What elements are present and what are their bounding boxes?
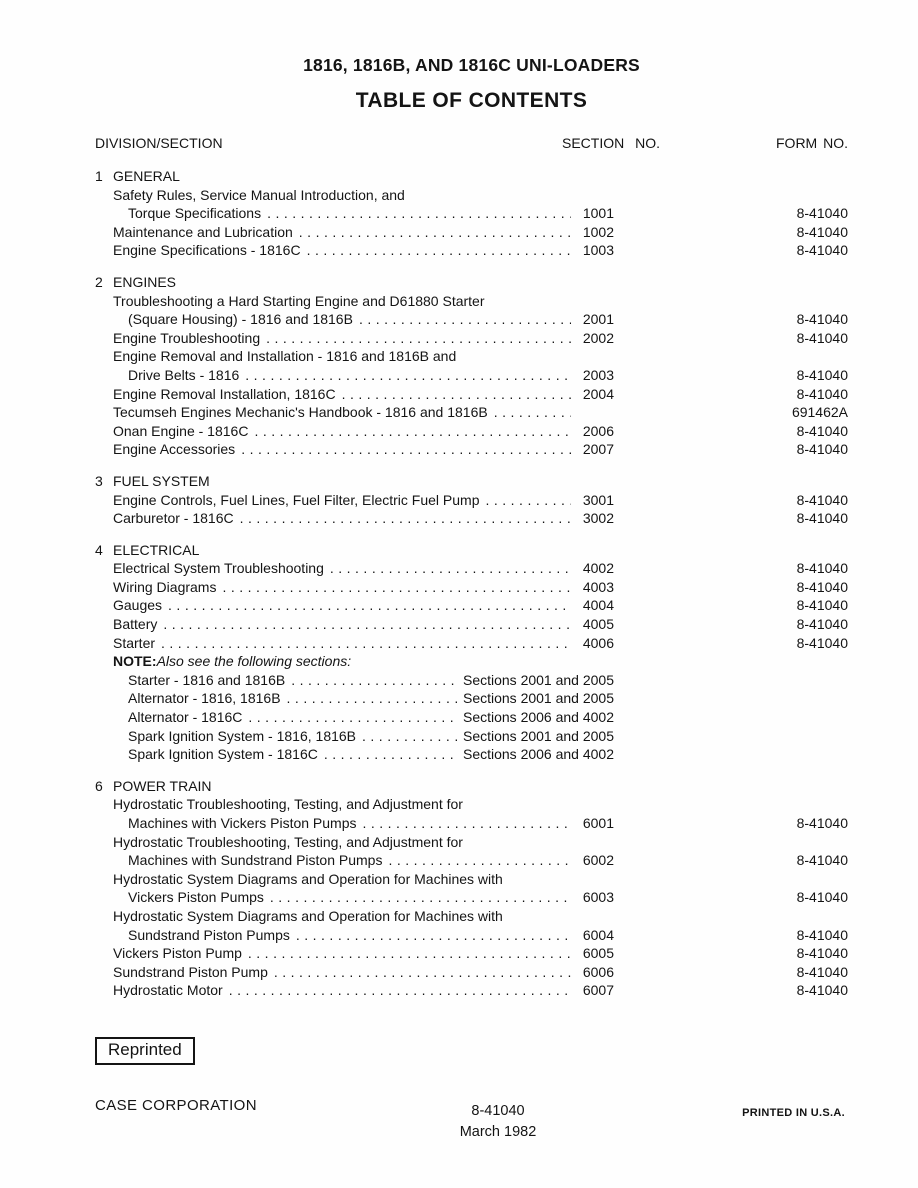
toc-row <box>95 596 848 615</box>
toc-row <box>95 708 848 727</box>
form-number <box>614 795 848 814</box>
toc-row-main <box>95 329 614 348</box>
toc-row-main <box>95 596 614 615</box>
form-number <box>614 708 848 727</box>
toc-row-main <box>95 559 614 578</box>
row-title: Sundstrand Piston Pump <box>113 963 268 980</box>
toc-row-main <box>95 310 614 329</box>
toc-row <box>95 944 848 963</box>
section-number: 1003 <box>582 242 614 259</box>
toc-row-main <box>95 509 614 528</box>
toc-row <box>95 310 848 329</box>
form-number: 8-41040 <box>796 422 848 439</box>
section-heading <box>95 472 848 491</box>
toc-row-main <box>95 981 614 1000</box>
toc-row-main <box>95 870 614 889</box>
dot-leader <box>342 385 571 404</box>
row-title: Electrical System Troubleshooting <box>113 560 324 577</box>
form-number: 8-41040 <box>796 242 848 259</box>
toc-section <box>95 541 848 764</box>
form-number: 8-41040 <box>796 963 848 980</box>
toc-row <box>95 422 848 441</box>
section-number: 6001 <box>582 815 614 831</box>
toc-row <box>95 795 848 814</box>
section-number <box>576 403 614 422</box>
form-number: 8-41040 <box>796 815 848 831</box>
form-number <box>614 745 848 764</box>
dot-leader <box>267 204 571 223</box>
toc-row-main <box>95 833 614 852</box>
row-title: Hydrostatic Troubleshooting, Testing, and Adjustment for <box>113 796 463 813</box>
section-reference: Sections 2006 and 4002 <box>462 746 614 763</box>
toc-row-main <box>95 708 614 727</box>
toc-row-main <box>95 223 614 242</box>
section-number: 4006 <box>582 634 614 651</box>
toc-row-main <box>95 671 614 690</box>
dot-leader <box>161 634 571 653</box>
toc-row <box>95 671 848 690</box>
reprinted-stamp: Reprinted <box>95 1037 195 1065</box>
dot-leader <box>163 615 571 634</box>
toc-row <box>95 652 848 671</box>
form-number: 8-41040 <box>796 560 848 577</box>
form-number <box>614 689 848 708</box>
toc-row-main <box>95 366 614 385</box>
toc-row <box>95 727 848 746</box>
toc-row-main <box>95 907 614 926</box>
toc-section <box>95 777 848 1000</box>
row-title: Safety Rules, Service Manual Introduction, and <box>113 186 405 203</box>
dot-leader <box>245 366 571 385</box>
form-number: 691462A <box>791 404 848 421</box>
section-number: 4004 <box>582 597 614 614</box>
section-number: 4002 <box>582 560 614 577</box>
row-title: Hydrostatic Troubleshooting, Testing, and Adjustment for <box>113 833 463 850</box>
section-number: 2004 <box>582 385 614 402</box>
section-reference: Sections 2006 and 4002 <box>462 709 614 726</box>
toc-row <box>95 559 848 578</box>
company-name: CASE CORPORATION <box>95 1097 257 1114</box>
row-title: Spark Ignition System - 1816, 1816B <box>128 727 357 744</box>
form-number <box>614 833 848 852</box>
form-number: 8-41040 <box>796 945 848 962</box>
toc-row-main <box>95 615 614 634</box>
section-number: 3002 <box>582 510 614 527</box>
dot-leader <box>248 708 458 727</box>
toc-row <box>95 223 848 242</box>
row-title: Troubleshooting a Hard Starting Engine and D61880 Starter <box>113 292 485 309</box>
toc-row-main <box>95 888 614 907</box>
toc-row <box>95 745 848 764</box>
toc-row <box>95 615 848 634</box>
row-title: Engine Removal Installation, 1816C <box>113 385 336 402</box>
toc-row <box>95 385 848 404</box>
column-headers <box>95 135 848 153</box>
division-title: GENERAL <box>113 168 180 184</box>
form-number: 8-41040 <box>796 634 848 651</box>
division-title: ELECTRICAL <box>113 541 200 558</box>
dot-leader <box>254 422 571 441</box>
toc-row <box>95 403 848 422</box>
row-title: Alternator - 1816, 1816B <box>128 690 281 707</box>
form-number: 8-41040 <box>796 852 848 869</box>
form-number <box>614 870 848 889</box>
toc-row-main <box>95 944 614 963</box>
toc-body <box>95 167 848 1000</box>
toc-row <box>95 981 848 1000</box>
toc-row <box>95 926 848 945</box>
section-number: 2002 <box>582 329 614 346</box>
dot-leader <box>299 223 571 242</box>
row-title: Drive Belts - 1816 <box>128 366 240 383</box>
printed-in-usa: PRINTED IN U.S.A. <box>742 1107 845 1119</box>
section-number: 4003 <box>582 578 614 595</box>
dot-leader <box>363 814 572 833</box>
toc-row <box>95 634 848 653</box>
publication-info <box>398 1101 598 1143</box>
toc-row-main <box>95 578 614 597</box>
toc-section <box>95 472 848 528</box>
section-number: 2003 <box>582 366 614 383</box>
toc-row-main <box>95 241 614 260</box>
dot-leader <box>486 491 572 510</box>
form-number <box>614 671 848 690</box>
toc-row-main <box>95 652 614 671</box>
section-number: 1002 <box>582 223 614 240</box>
section-number: 4005 <box>582 616 614 633</box>
toc-row-main <box>95 745 614 764</box>
row-title: Engine Controls, Fuel Lines, Fuel Filter, Electric Fuel Pump <box>113 491 480 508</box>
section-reference: Sections 2001 and 2005 <box>462 671 614 688</box>
section-number: 6004 <box>582 926 614 943</box>
row-title: Gauges <box>113 597 163 614</box>
row-title: Onan Engine - 1816C <box>113 422 249 439</box>
row-title: Engine Removal and Installation - 1816 and 1816B and <box>113 348 457 365</box>
form-number: 8-41040 <box>796 205 848 222</box>
section-heading <box>95 541 848 560</box>
dot-leader <box>168 596 571 615</box>
toc-row-main <box>95 292 614 311</box>
toc-row <box>95 689 848 708</box>
section-number: 6003 <box>582 889 614 906</box>
section-heading <box>95 777 848 796</box>
dot-leader <box>359 310 571 329</box>
form-number: 8-41040 <box>796 616 848 633</box>
section-reference: Sections 2001 and 2005 <box>462 727 614 744</box>
dot-leader <box>388 851 571 870</box>
division-number: 2 <box>95 273 103 290</box>
row-title: Battery <box>113 616 158 633</box>
toc-row-main <box>95 186 614 205</box>
division-title: POWER TRAIN <box>113 777 212 794</box>
row-title: Vickers Piston Pump <box>113 945 242 962</box>
row-title: Starter - 1816 and 1816B <box>128 671 286 688</box>
footer-form-number: 8-41040 <box>471 1103 525 1119</box>
dot-leader <box>248 944 571 963</box>
toc-row-main <box>95 689 614 708</box>
division-title: ENGINES <box>113 273 177 290</box>
toc-row <box>95 491 848 510</box>
form-number <box>614 652 848 671</box>
dot-leader <box>274 963 571 982</box>
row-title: Wiring Diagrams <box>113 578 217 595</box>
toc-row-main <box>95 814 614 833</box>
row-title: (Square Housing) - 1816 and 1816B <box>128 311 353 328</box>
toc-row-main <box>95 795 614 814</box>
toc-row <box>95 888 848 907</box>
section-number: 6005 <box>582 945 614 962</box>
toc-row-main <box>95 403 614 422</box>
toc-row <box>95 329 848 348</box>
section-number: 3001 <box>582 491 614 508</box>
dot-leader <box>494 403 571 422</box>
form-number: 8-41040 <box>796 982 848 999</box>
dot-leader <box>307 241 571 260</box>
division-number: 6 <box>95 777 103 794</box>
form-number <box>614 907 848 926</box>
form-number: 8-41040 <box>796 926 848 943</box>
form-number <box>614 186 848 205</box>
section-number: 1001 <box>582 205 614 222</box>
toc-section <box>95 273 848 459</box>
toc-row <box>95 870 848 889</box>
section-number: 2007 <box>582 441 614 458</box>
note-text: Also see the following sections: <box>156 653 352 670</box>
note-label: NOTE: <box>113 653 157 670</box>
toc-row <box>95 186 848 205</box>
toc-row <box>95 907 848 926</box>
column-header-section-no: SECTION NO. <box>562 135 661 151</box>
dot-leader <box>240 509 571 528</box>
dot-leader <box>229 981 571 1000</box>
row-title: Machines with Vickers Piston Pumps <box>128 815 357 831</box>
division-number: 4 <box>95 541 103 558</box>
toc-row-main <box>95 204 614 223</box>
dot-leader <box>362 727 458 746</box>
toc-row-main <box>95 347 614 366</box>
toc-row <box>95 347 848 366</box>
dot-leader <box>324 745 458 764</box>
row-title: Hydrostatic Motor <box>113 982 223 999</box>
toc-row <box>95 963 848 982</box>
toc-row <box>95 241 848 260</box>
form-number <box>614 727 848 746</box>
section-heading <box>95 167 848 186</box>
row-title: Maintenance and Lubrication <box>113 223 293 240</box>
toc-row <box>95 440 848 459</box>
toc-row <box>95 204 848 223</box>
division-number: 3 <box>95 472 103 489</box>
section-heading <box>95 273 848 292</box>
form-number: 8-41040 <box>796 597 848 614</box>
row-title: Vickers Piston Pumps <box>128 889 264 906</box>
toc-row-main <box>95 851 614 870</box>
form-number: 8-41040 <box>796 366 848 383</box>
form-number: 8-41040 <box>796 329 848 346</box>
toc-row <box>95 578 848 597</box>
row-title: Sundstrand Piston Pumps <box>128 926 290 943</box>
row-title: Engine Accessories <box>113 441 236 458</box>
toc-row-main <box>95 422 614 441</box>
toc-row-main <box>95 385 614 404</box>
row-title: Alternator - 1816C <box>128 709 243 726</box>
toc-row-main <box>95 926 614 945</box>
division-title: FUEL SYSTEM <box>113 472 210 489</box>
dot-leader <box>330 559 571 578</box>
row-title: Machines with Sundstrand Piston Pumps <box>128 852 383 869</box>
toc-section <box>95 167 848 260</box>
section-number: 6002 <box>582 852 614 869</box>
row-title: Engine Specifications - 1816C <box>113 242 301 259</box>
section-number: 2006 <box>582 422 614 439</box>
row-title: Carburetor - 1816C <box>113 510 234 527</box>
form-number: 8-41040 <box>796 311 848 328</box>
dot-leader <box>291 671 458 690</box>
row-title: Engine Troubleshooting <box>113 329 261 346</box>
row-title: Starter <box>113 634 156 651</box>
dot-leader <box>287 689 458 708</box>
toc-row <box>95 851 848 870</box>
dot-leader <box>296 926 571 945</box>
doc-subtitle: TABLE OF CONTENTS <box>355 89 588 112</box>
form-number <box>614 292 848 311</box>
toc-row <box>95 814 848 833</box>
column-header-division: DIVISION/SECTION <box>95 135 223 151</box>
dot-leader <box>270 888 571 907</box>
toc-row <box>95 833 848 852</box>
row-title: Hydrostatic System Diagrams and Operation for Machines with <box>113 870 503 887</box>
toc-row-main <box>95 491 614 510</box>
toc-row-main <box>95 440 614 459</box>
toc-row <box>95 509 848 528</box>
form-number: 8-41040 <box>796 889 848 906</box>
form-number: 8-41040 <box>796 441 848 458</box>
form-number: 8-41040 <box>796 385 848 402</box>
form-number: 8-41040 <box>796 223 848 240</box>
dot-leader <box>241 440 571 459</box>
section-reference: Sections 2001 and 2005 <box>462 690 614 707</box>
toc-row-main <box>95 727 614 746</box>
toc-row-main <box>95 634 614 653</box>
row-title: Hydrostatic System Diagrams and Operation for Machines with <box>113 907 503 924</box>
toc-row <box>95 292 848 311</box>
toc-row <box>95 366 848 385</box>
column-header-form-no: FORM NO. <box>776 135 848 151</box>
division-number: 1 <box>95 168 103 184</box>
row-title: Tecumseh Engines Mechanic's Handbook - 1816 and 1816B <box>113 404 488 421</box>
doc-title: 1816, 1816B, AND 1816C UNI-LOADERS <box>303 55 640 75</box>
section-number: 6006 <box>582 963 614 980</box>
publication-date: March 1982 <box>459 1124 537 1140</box>
section-number: 2001 <box>582 311 614 328</box>
row-title: Torque Specifications <box>128 205 262 222</box>
section-number: 6007 <box>582 982 614 999</box>
form-number: 8-41040 <box>796 510 848 527</box>
row-title: Spark Ignition System - 1816C <box>128 746 318 763</box>
dot-leader <box>266 329 571 348</box>
dot-leader <box>222 578 571 597</box>
form-number <box>614 347 848 366</box>
toc-row-main <box>95 963 614 982</box>
form-number: 8-41040 <box>796 578 848 595</box>
form-number: 8-41040 <box>796 491 848 508</box>
